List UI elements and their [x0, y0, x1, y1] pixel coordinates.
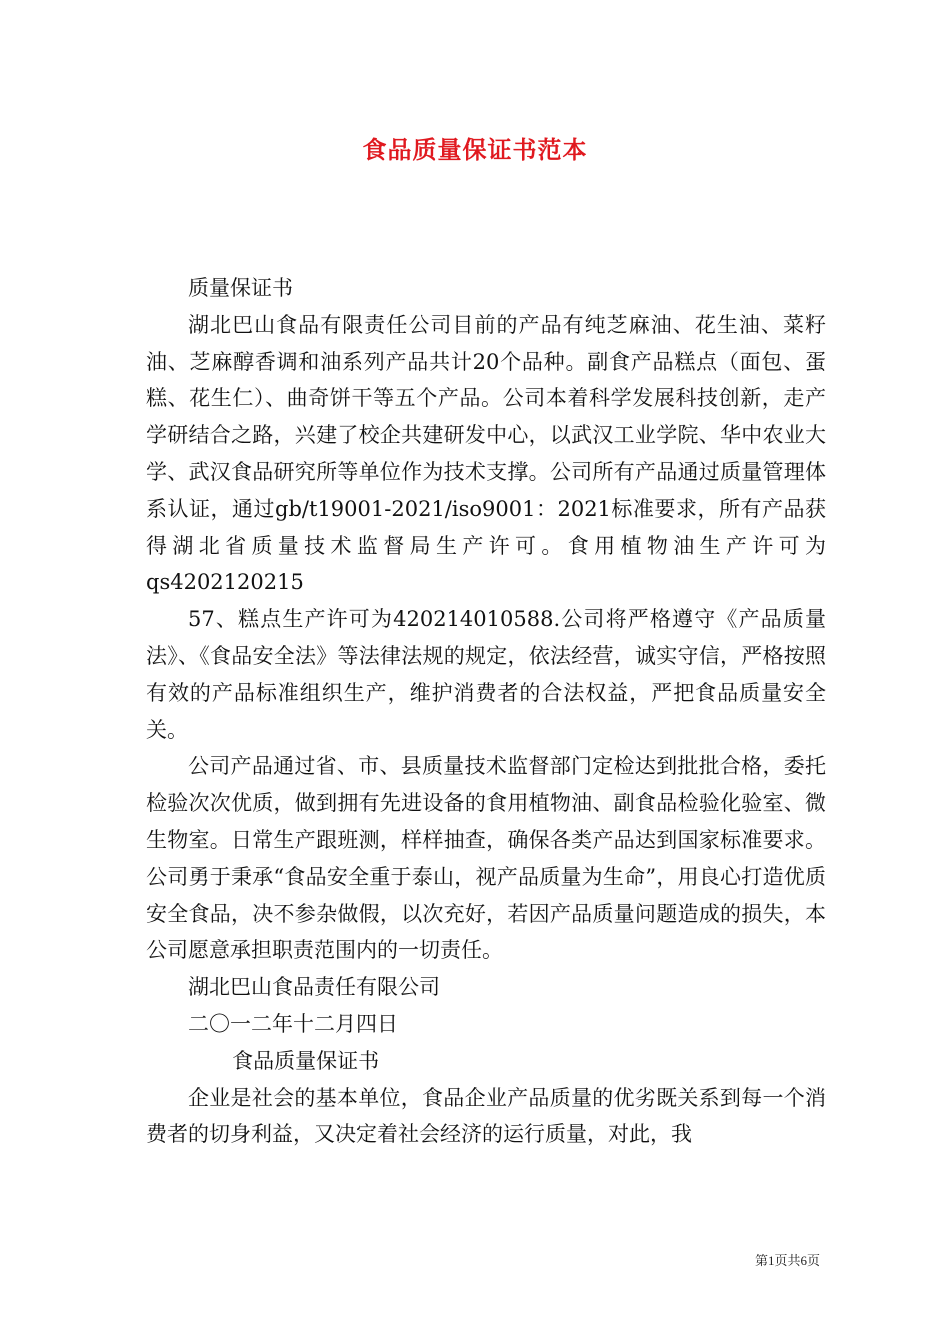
document-title: 食品质量保证书范本 [362, 135, 588, 164]
paragraph-company-intro: 湖北巴山食品有限责任公司目前的产品有纯芝麻油、花生油、菜籽油、芝麻醇香调和油系列产品共计20个品种。副食产品糕点（面包、蛋糕、花生仁）、曲奇饼干等五个产品。公司本着科学发展科技创新，走产学研结合之路，兴建了校企共建研发中心，以武汉工业学院、华中农业大学、武汉食品研究所等单位作为技术支撑。公司所有产品通过质量管理体系认证，通过gb/t19001-2021/iso9001：2021标准要求，所有产品获得湖北省质量技术监督局生产许可。食用植物油生产许可为qs4202120215 [146, 312, 826, 595]
page-number: 第1页共6页 [754, 1253, 820, 1268]
document-body [146, 270, 826, 1153]
section-heading: 食品质量保证书 [232, 1048, 380, 1073]
signature-company: 湖北巴山食品责任有限公司 [188, 975, 440, 1000]
paragraph-heading: 质量保证书 [188, 276, 293, 300]
paragraph-quality-commitment: 公司产品通过省、市、县质量技术监督部门定检达到批批合格，委托检验次次优质，做到拥有先进设备的食用植物油、副食品检验化验室、微生物室。日常生产跟班测，样样抽查，确保各类产品达到国家标准要求。公司勇于秉承“食品安全重于泰山，视产品质量为生命”，用良心打造优质安全食品，决不参杂做假，以次充好，若因产品质量问题造成的损失，本公司愿意承担职责范围内的一切责任。 [146, 754, 826, 963]
signature-date: 二〇一二年十二月四日 [188, 1011, 398, 1036]
paragraph-license: 57、糕点生产许可为420214010588.公司将严格遵守《产品质量法》、《食品安全法》等法律法规的规定，依法经营，诚实守信，严格按照有效的产品标准组织生产，维护消费者的合法权益，严把食品质量安全关。 [146, 607, 826, 742]
paragraph-next-section: 企业是社会的基本单位，食品企业产品质量的优劣既关系到每一个消费者的切身利益，又决定着社会经济的运行质量，对此，我 [146, 1085, 826, 1147]
